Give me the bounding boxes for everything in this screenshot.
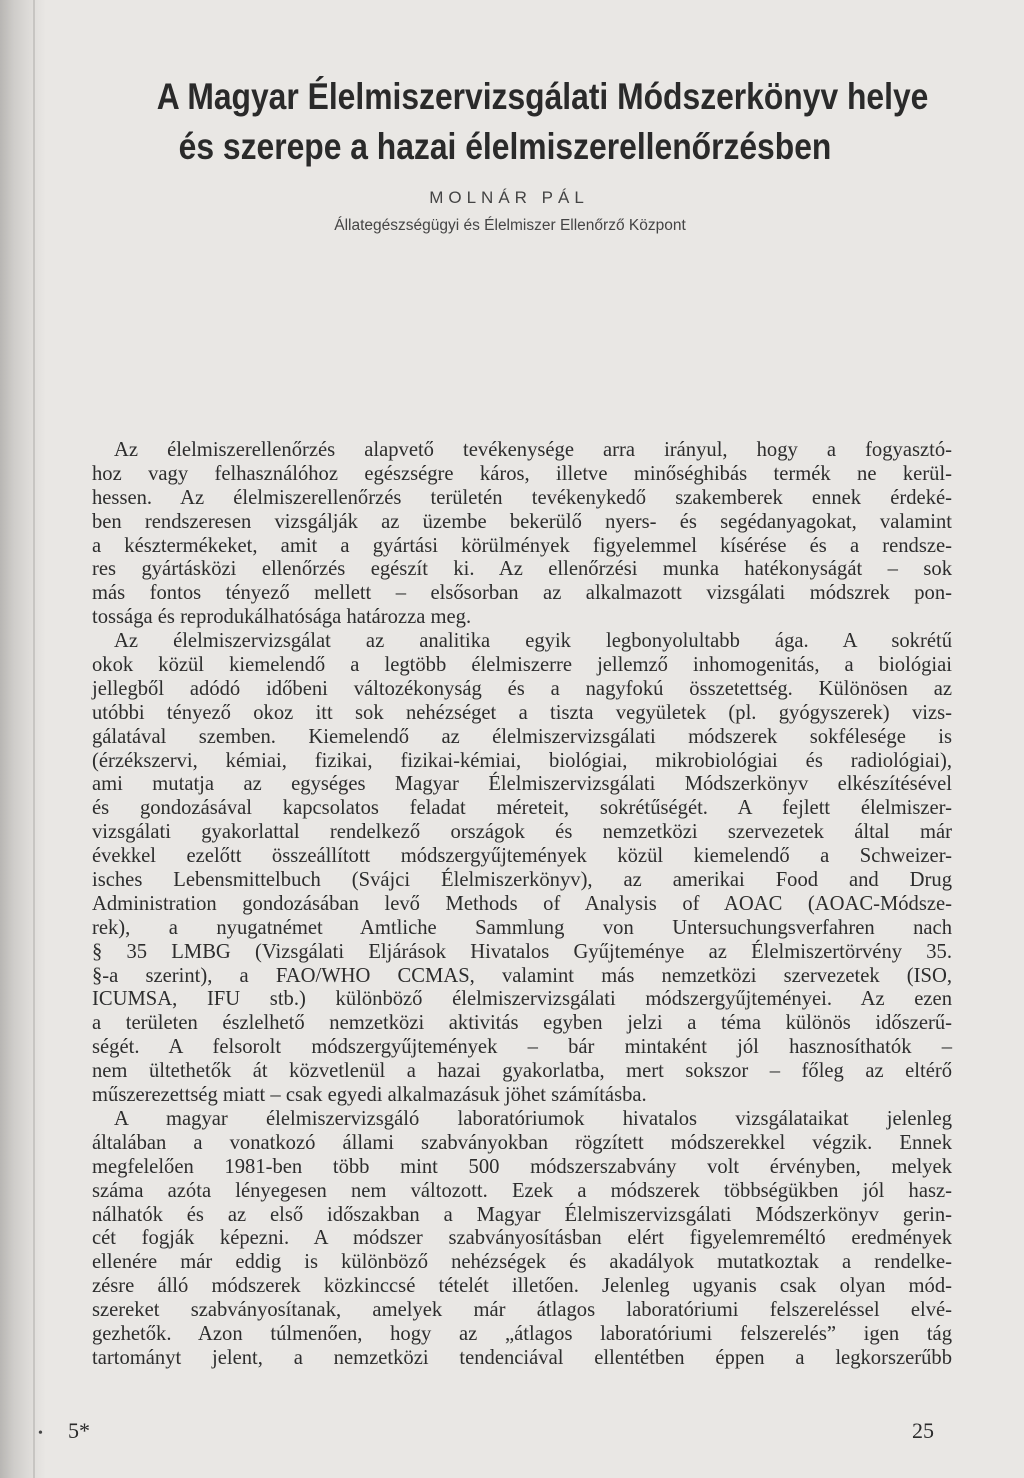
body-line: rek), a nyugatnémet Amtliche Sammlung von Untersuchungsverfahren nach (92, 916, 952, 939)
body-line: utóbbi tényező okoz itt sok nehézséget a tiszta vegyületek (pl. gyógyszerek) vizs- (92, 701, 952, 724)
signature-mark: 5* (68, 1418, 90, 1443)
body-line: res gyártásközi ellenőrzés egészít ki. Az ellenőrzési munka hatékonyságát – sok (92, 558, 952, 581)
body-line: ségét. A felsorolt módszergyűjtemények – bár mintaként jól hasznosíthatók – (92, 1036, 952, 1059)
body-line: más fontos tényező mellett – elsősorban az alkalmazott vizsgálati módszrek pon- (92, 582, 952, 605)
body-line: vizsgálati gyakorlattal rendelkező országok és nemzetközi szervezetek által már (92, 821, 952, 844)
body-line: szereket szabványosítanak, amelyek már átlagos laboratóriumi felszereléssel elvé- (92, 1299, 952, 1322)
body-line: műszerezettség miatt – csak egyedi alkalmazásuk jöhet számításba. (92, 1084, 647, 1107)
body-line: okok közül kiemelendő a legtöbb élelmiszerre jellemző inhomogenitás, a biológiai (92, 654, 952, 677)
body-line: gezhetők. Azon túlmenően, hogy az „átlagos laboratóriumi felszerelés” igen tág (92, 1322, 952, 1345)
body-line: § 35 LMBG (Vizsgálati Eljárások Hivatalos Gyűjteménye az Élelmiszertörvény 35. (92, 940, 952, 963)
body-line: ICUMSA, IFU stb.) különböző élelmiszervizsgálati módszergyűjteményei. Az ezen (92, 988, 952, 1011)
article-body (92, 439, 952, 1371)
body-line: és gondozásával kapcsolatos feladat méreteit, sokrétűségét. A fejlett élelmiszer- (92, 797, 952, 820)
body-line: tartományt jelent, a nemzetközi tendenciával ellentétben éppen a legkorszerűbb (92, 1346, 952, 1369)
author-name: MOLNÁR PÁL (429, 188, 589, 207)
body-line: általában a vonatkozó állami szabványokban rögzített módszerekkel végzik. Ennek (92, 1131, 952, 1154)
body-line: száma azóta lényegesen nem változott. Ezek a módszerek többségükben jól hasz- (92, 1179, 952, 1202)
margin-mark: • (38, 1426, 43, 1441)
author-affiliation: Állategészségügyi és Élelmiszer Ellenőrző Központ (334, 217, 686, 234)
body-line: Az élelmiszervizsgálat az analitika egyik legbonyolultabb ága. A sokrétű (114, 630, 952, 653)
title-line-1: A Magyar Élelmiszervizsgálati Módszerkönyv helye (156, 76, 929, 117)
body-line: isches Lebensmittelbuch (Svájci Élelmiszerkönyv), az amerikai Food and Drug (92, 869, 952, 892)
body-line: gálatával szemben. Kiemelendő az élelmiszervizsgálati módszerek sokfélesége is (92, 725, 952, 748)
article-title (156, 72, 929, 172)
body-line: ami mutatja az egységes Magyar Élelmiszervizsgálati Módszerkönyv elkészítésével (92, 773, 952, 796)
body-line: tossága és reprodukálhatósága határozza meg. (92, 606, 472, 629)
body-line: Administration gondozásában levő Methods of Analysis of AOAC (AOAC-Módsze- (92, 892, 952, 915)
body-line: a területen észlelhető nemzetközi aktivitás egyben jelzi a téma különös időszerű- (92, 1012, 952, 1035)
body-line: ellenére már eddig is különböző nehézségek és akadályok mutatkoztak a rendelke- (92, 1251, 952, 1274)
body-line: megfelelően 1981-ben több mint 500 módszerszabvány volt érvényben, melyek (92, 1155, 952, 1178)
body-line: hoz vagy felhasználóhoz egészségre káros, illetve minőséghibás termék ne kerül- (92, 462, 952, 485)
body-line: a késztermékeket, amit a gyártási körülmények figyelemmel kísérése és a rendsze- (92, 534, 952, 557)
body-line: ben rendszeresen vizsgálják az üzembe bekerülő nyers- és segédanyagokat, valamint (92, 510, 952, 533)
page-number: 25 (912, 1418, 934, 1443)
body-line: (érzékszervi, kémiai, fizikai, fizikai-kémiai, biológiai, mikrobiológiai és radiológiai), (92, 749, 952, 772)
body-line: évekkel ezelőtt összeállított módszergyűjtemények közül kiemelendő a Schweizer- (92, 845, 952, 868)
body-line: nálhatók és az első időszakban a Magyar Élelmiszervizsgálati Módszerkönyv gerin- (92, 1203, 952, 1226)
body-line: §-a szerint), a FAO/WHO CCMAS, valamint más nemzetközi szervezetek (ISO, (92, 964, 952, 987)
body-line: cét fogják képezni. A módszer szabványosításban elért figyelemreméltó eredmények (92, 1227, 952, 1250)
body-line: zésre álló módszerek közkinccsé tételét illetően. Jelenleg ugyanis csak olyan mód- (92, 1275, 952, 1298)
body-line: Az élelmiszerellenőrzés alapvető tevékenysége arra irányul, hogy a fogyasztó- (114, 439, 952, 461)
body-line: nem ültethetők át közvetlenül a hazai gyakorlatba, mert sokszor – főleg az eltérő (92, 1060, 952, 1083)
body-line: jellegből adódó időbeni változékonyság és a nagyfokú összetettség. Különösen az (92, 677, 952, 700)
body-line: hessen. Az élelmiszerellenőrzés területén tevékenykedő szakemberek ennek érdeké- (92, 486, 952, 509)
body-line: A magyar élelmiszervizsgáló laboratóriumok hivatalos vizsgálataikat jelenleg (114, 1107, 952, 1130)
title-line-2: és szerepe a hazai élelmiszerellenőrzésben (178, 126, 832, 167)
